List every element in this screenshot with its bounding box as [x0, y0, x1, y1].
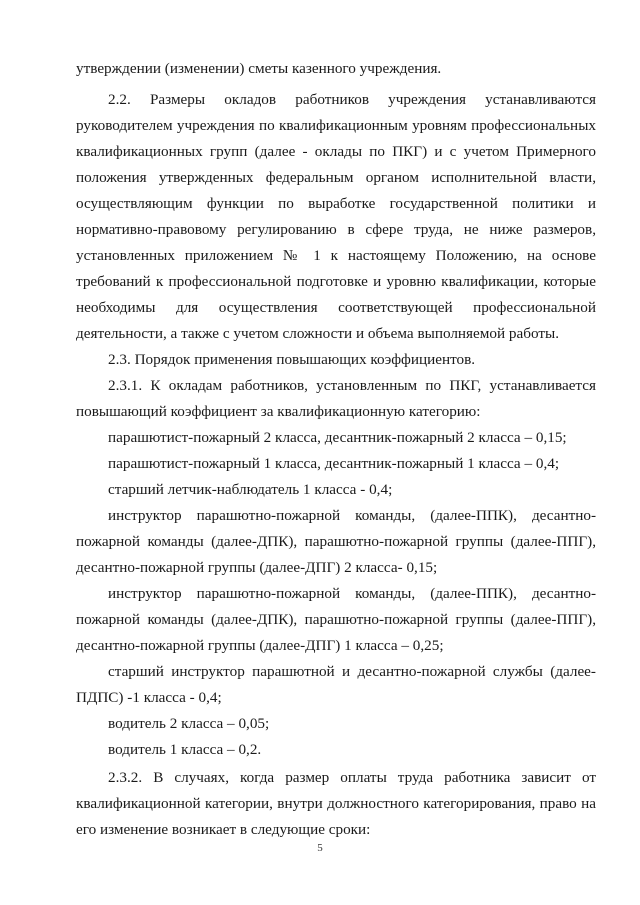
list-item: инструктор парашютно-пожарной команды, (далее-ППК), десантно-	[108, 585, 596, 602]
paragraph-2-3-1-start: 2.3.1. К окладам работников, установленным по ПКГ, устанавливается	[108, 377, 596, 394]
text-line: необходимы для осуществления соответствующей профессиональной	[76, 299, 596, 316]
text-line: деятельности, а также с учетом сложности и объема выполняемой работы.	[76, 325, 559, 342]
list-item: парашютист-пожарный 2 класса, десантник-пожарный 2 класса – 0,15;	[108, 429, 567, 446]
list-item: водитель 2 класса – 0,05;	[108, 715, 270, 732]
list-item: парашютист-пожарный 1 класса, десантник-пожарный 1 класса – 0,4;	[108, 455, 560, 472]
text-line: десантно-пожарной группы (далее-ДПГ) 2 класса- 0,15;	[76, 559, 438, 576]
paragraph-2-2-start: 2.2. Размеры окладов работников учреждения устанавливаются	[108, 91, 596, 108]
text-line: десантно-пожарной группы (далее-ДПГ) 1 класса – 0,25;	[76, 637, 444, 654]
text-line: пожарной команды (далее-ДПК), парашютно-пожарной группы (далее-ППГ),	[76, 533, 596, 550]
text-line: руководителем учреждения по квалификационным уровням профессиональных	[76, 117, 596, 134]
text-line: осуществляющим функции по выработке государственной политики и	[76, 195, 596, 212]
text-line: ПДПС) -1 класса - 0,4;	[76, 689, 222, 706]
paragraph-2-3-2-start: 2.3.2. В случаях, когда размер оплаты труда работника зависит от	[108, 769, 596, 786]
list-item: старший летчик-наблюдатель 1 класса - 0,4;	[108, 481, 393, 498]
text-line: пожарной команды (далее-ДПК), парашютно-пожарной группы (далее-ППГ),	[76, 611, 596, 628]
list-item: водитель 1 класса – 0,2.	[108, 741, 262, 758]
text-line: повышающий коэффициент за квалификационную категорию:	[76, 403, 481, 420]
list-item: старший инструктор парашютной и десантно-пожарной службы (далее-	[108, 663, 596, 680]
section-heading-2-3: 2.3. Порядок применения повышающих коэффициентов.	[108, 351, 476, 368]
text-line: нормативно-правовому регулированию в сфере труда, не ниже размеров,	[76, 221, 596, 238]
text-line: положения утвержденных федеральным органом исполнительной власти,	[76, 169, 596, 186]
text-line: квалификационных групп (далее - оклады по ПКГ) и с учетом Примерного	[76, 143, 596, 160]
text-line: утверждении (изменении) сметы казенного учреждения.	[76, 60, 442, 77]
text-line: его изменение возникает в следующие сроки:	[76, 821, 371, 838]
text-line: установленных приложением № 1 к настоящему Положению, на основе	[76, 247, 596, 264]
text-line: требований к профессиональной подготовке и уровню квалификации, которые	[76, 273, 596, 290]
page-number: 5	[317, 842, 323, 854]
list-item: инструктор парашютно-пожарной команды, (далее-ППК), десантно-	[108, 507, 596, 524]
text-line: квалификационной категории, внутри должностного категорирования, право на	[76, 795, 596, 812]
